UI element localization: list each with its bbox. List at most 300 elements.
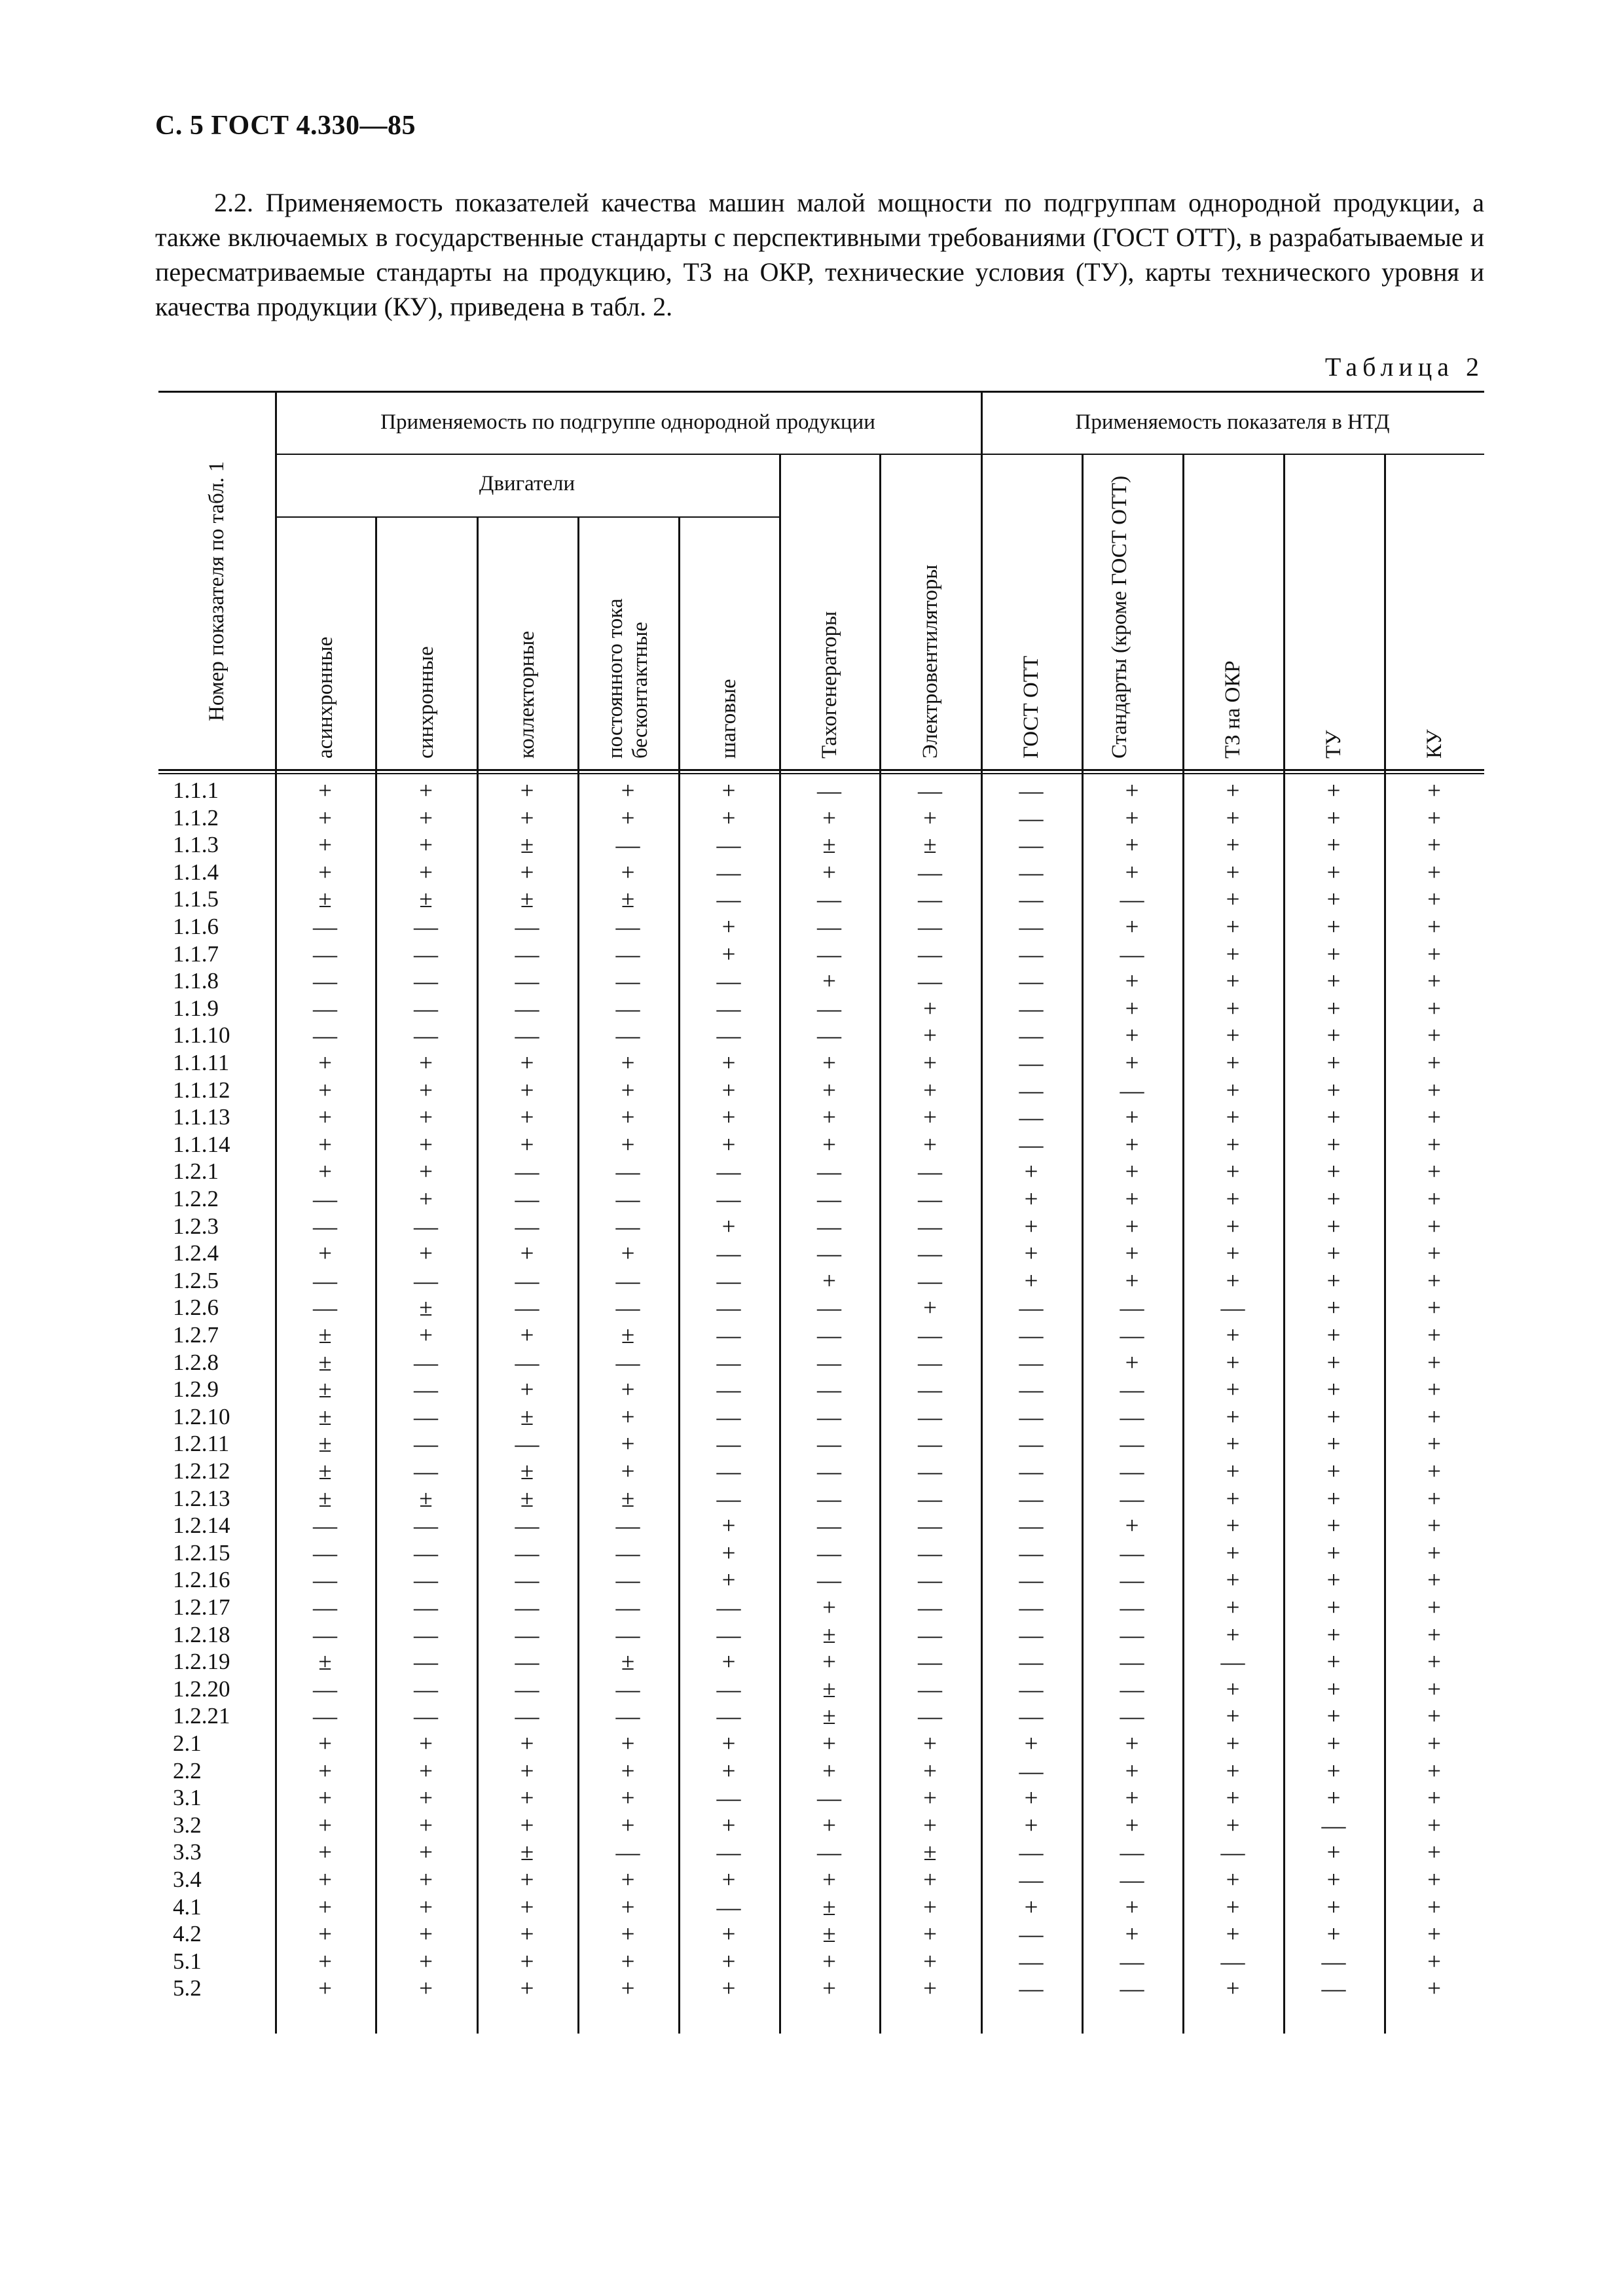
table-cell: + bbox=[1226, 1131, 1240, 1158]
table-cell: + bbox=[822, 968, 836, 996]
table-cell: + bbox=[621, 1867, 635, 1893]
table-cell: — bbox=[716, 1376, 741, 1404]
table-cell: — bbox=[313, 1621, 337, 1649]
table-cell: + bbox=[1125, 1812, 1139, 1839]
table-cell: + bbox=[1125, 1050, 1139, 1077]
table-cell: — bbox=[1120, 1458, 1144, 1485]
row-number: 3.4 bbox=[173, 1867, 202, 1892]
table-cell: — bbox=[1120, 886, 1144, 914]
table-cell: — bbox=[615, 995, 640, 1022]
table-cell: + bbox=[1125, 1213, 1139, 1240]
table-cell: + bbox=[520, 1757, 534, 1785]
table-cell: — bbox=[1019, 1050, 1044, 1077]
table-cell: + bbox=[1427, 1158, 1441, 1186]
table-cell: — bbox=[414, 1567, 438, 1594]
table-cell: + bbox=[419, 1240, 433, 1268]
table-cell: + bbox=[1125, 1131, 1139, 1158]
table-cell: + bbox=[1024, 1267, 1038, 1295]
table-cell: + bbox=[1326, 1131, 1341, 1158]
table-cell: + bbox=[1125, 1240, 1139, 1268]
table-cell: — bbox=[817, 914, 841, 941]
row-number: 1.2.8 bbox=[173, 1349, 219, 1375]
table-cell: — bbox=[1120, 1077, 1144, 1104]
table-cell: — bbox=[414, 995, 438, 1022]
table-cell: + bbox=[621, 1731, 635, 1757]
col-line bbox=[275, 391, 277, 2034]
table-cell: + bbox=[1226, 1975, 1240, 2003]
table-cell: ± bbox=[419, 1485, 433, 1513]
table-cell: + bbox=[419, 1104, 433, 1132]
table-cell: ± bbox=[318, 886, 332, 914]
table-cell: + bbox=[1326, 886, 1341, 914]
table-cell: + bbox=[822, 1731, 836, 1757]
col-line bbox=[981, 391, 983, 2034]
table-cell: + bbox=[318, 1867, 332, 1893]
table-cell: + bbox=[1024, 1158, 1038, 1186]
table-cell: — bbox=[918, 1403, 942, 1431]
col-line bbox=[879, 454, 881, 2034]
row-number: 1.2.5 bbox=[173, 1267, 219, 1293]
table-cell: — bbox=[1220, 1839, 1245, 1867]
table-cell: + bbox=[721, 1731, 736, 1757]
table-cell: — bbox=[1019, 859, 1044, 886]
table-cell: + bbox=[1326, 1567, 1341, 1594]
table-cell: + bbox=[1326, 1703, 1341, 1731]
table-cell: + bbox=[822, 859, 836, 886]
table-cell: + bbox=[621, 1975, 635, 2003]
table-cell: + bbox=[520, 1921, 534, 1948]
table-cell: + bbox=[1427, 1077, 1441, 1104]
table-cell: + bbox=[520, 1785, 534, 1812]
col-line bbox=[1384, 454, 1386, 2034]
table-cell: — bbox=[1019, 1676, 1044, 1703]
table-cell: + bbox=[1427, 886, 1441, 914]
table-cell: — bbox=[615, 1186, 640, 1213]
table-cell: — bbox=[817, 995, 841, 1022]
row-number: 1.2.18 bbox=[173, 1621, 230, 1647]
table-cell: — bbox=[615, 1022, 640, 1050]
table-cell: + bbox=[1024, 1240, 1038, 1268]
table-cell: — bbox=[615, 1567, 640, 1594]
table-cell: + bbox=[822, 804, 836, 832]
table-cell: + bbox=[1326, 1485, 1341, 1513]
table-cell: + bbox=[1226, 804, 1240, 832]
row-number: 1.2.12 bbox=[173, 1458, 230, 1484]
table-cell: — bbox=[1019, 1295, 1044, 1322]
table-cell: + bbox=[1226, 1104, 1240, 1132]
table-cell: + bbox=[822, 1812, 836, 1839]
table-cell: + bbox=[1427, 859, 1441, 886]
table-cell: + bbox=[1427, 995, 1441, 1022]
table-cell: + bbox=[1326, 1403, 1341, 1431]
table-cell: + bbox=[1427, 1513, 1441, 1540]
table-cell: + bbox=[1326, 1649, 1341, 1676]
table-cell: ± bbox=[520, 1839, 534, 1867]
row-number: 5.2 bbox=[173, 1975, 202, 2001]
table-cell: ± bbox=[621, 1649, 635, 1676]
table-cell: — bbox=[313, 995, 337, 1022]
table-cell: + bbox=[1125, 1513, 1139, 1540]
table-cell: + bbox=[419, 1867, 433, 1893]
table-cell: + bbox=[1326, 1376, 1341, 1404]
row-number-header: Номер показателя по табл. 1 bbox=[205, 461, 228, 721]
table-cell: + bbox=[1427, 1594, 1441, 1621]
table-cell: — bbox=[918, 1513, 942, 1540]
table-cell: — bbox=[414, 1213, 438, 1240]
table-cell: — bbox=[414, 1703, 438, 1731]
table-cell: ± bbox=[318, 1458, 332, 1485]
table-cell: + bbox=[1024, 1213, 1038, 1240]
table-cell: — bbox=[817, 1485, 841, 1513]
motors-divider-line bbox=[275, 516, 779, 518]
row-number: 1.2.20 bbox=[173, 1676, 230, 1702]
table-cell: — bbox=[716, 1267, 741, 1295]
row-number: 1.1.12 bbox=[173, 1077, 230, 1103]
table-cell: + bbox=[621, 1948, 635, 1975]
col-line bbox=[779, 454, 781, 2034]
table-cell: — bbox=[313, 1703, 337, 1731]
table-cell: — bbox=[918, 941, 942, 968]
table-cell: + bbox=[621, 1376, 635, 1404]
table-cell: + bbox=[621, 1921, 635, 1948]
table-cell: + bbox=[1125, 859, 1139, 886]
table-cell: + bbox=[621, 1050, 635, 1077]
table-cell: — bbox=[1120, 941, 1144, 968]
table-cell: — bbox=[1019, 1431, 1044, 1458]
table-cell: + bbox=[1427, 1731, 1441, 1757]
row-number: 4.2 bbox=[173, 1921, 202, 1947]
intro-paragraph bbox=[155, 185, 1484, 324]
table-cell: + bbox=[1427, 968, 1441, 996]
table-cell: + bbox=[1226, 1022, 1240, 1050]
table-cell: ± bbox=[822, 832, 836, 859]
table-cell: ± bbox=[520, 1403, 534, 1431]
column-header: Стандарты (кроме ГОСТ ОТТ) bbox=[1108, 475, 1131, 759]
table-cell: + bbox=[1226, 1621, 1240, 1649]
table-cell: + bbox=[318, 1948, 332, 1975]
col-line bbox=[477, 516, 479, 2034]
table-cell: + bbox=[1427, 1376, 1441, 1404]
table-cell: ± bbox=[318, 1485, 332, 1513]
table-cell: — bbox=[515, 1703, 539, 1731]
table-cell: + bbox=[1326, 1594, 1341, 1621]
column-header: шаговые bbox=[717, 679, 740, 759]
table-cell: + bbox=[520, 1322, 534, 1349]
table-cell: + bbox=[419, 832, 433, 859]
table-cell: ± bbox=[520, 1458, 534, 1485]
table-cell: + bbox=[721, 1567, 736, 1594]
column-header: постоянного тока бесконтактные bbox=[604, 598, 652, 759]
table-cell: + bbox=[923, 1921, 937, 1948]
table-cell: — bbox=[918, 1621, 942, 1649]
table-cell: — bbox=[1120, 1676, 1144, 1703]
table-cell: + bbox=[923, 1731, 937, 1757]
table-cell: + bbox=[1427, 1921, 1441, 1948]
table-cell: — bbox=[515, 968, 539, 996]
table-cell: + bbox=[1427, 1757, 1441, 1785]
table-cell: + bbox=[520, 1077, 534, 1104]
table-cell: + bbox=[923, 1104, 937, 1132]
table-cell: — bbox=[817, 1158, 841, 1186]
table-cell: — bbox=[1019, 1539, 1044, 1567]
table-cell: + bbox=[1326, 1621, 1341, 1649]
table-cell: + bbox=[419, 1812, 433, 1839]
row-number: 1.1.2 bbox=[173, 804, 219, 831]
table-cell: + bbox=[419, 1131, 433, 1158]
table-cell: ± bbox=[822, 1703, 836, 1731]
table-cell: + bbox=[923, 1975, 937, 2003]
table-cell: — bbox=[817, 1539, 841, 1567]
table-cell: + bbox=[1125, 1757, 1139, 1785]
table-cell: + bbox=[1427, 1403, 1441, 1431]
row-number: 1.2.3 bbox=[173, 1213, 219, 1239]
table-cell: + bbox=[721, 941, 736, 968]
row-number: 1.2.15 bbox=[173, 1539, 230, 1566]
table-cell: + bbox=[1326, 1240, 1341, 1268]
table-cell: — bbox=[414, 1022, 438, 1050]
table-cell: + bbox=[621, 1757, 635, 1785]
table-cell: + bbox=[520, 1948, 534, 1975]
table-cell: — bbox=[1019, 1703, 1044, 1731]
table-cell: — bbox=[1321, 1812, 1346, 1839]
table-cell: — bbox=[716, 832, 741, 859]
table-cell: — bbox=[1019, 1567, 1044, 1594]
table-cell: — bbox=[414, 1376, 438, 1404]
table-cell: — bbox=[615, 1676, 640, 1703]
table-cell: — bbox=[817, 1022, 841, 1050]
row-number: 2.2 bbox=[173, 1757, 202, 1784]
table-cell: + bbox=[1427, 1785, 1441, 1812]
table-cell: + bbox=[1326, 1676, 1341, 1703]
table-cell: — bbox=[615, 1539, 640, 1567]
table-cell: — bbox=[918, 1458, 942, 1485]
table-cell: + bbox=[1226, 778, 1240, 804]
table-cell: + bbox=[721, 1948, 736, 1975]
table-cell: — bbox=[1019, 886, 1044, 914]
table-cell: + bbox=[1125, 995, 1139, 1022]
table-cell: — bbox=[313, 1567, 337, 1594]
row-number: 1.2.19 bbox=[173, 1649, 230, 1675]
table-cell: — bbox=[716, 1431, 741, 1458]
table-cell: + bbox=[419, 1731, 433, 1757]
table-cell: + bbox=[318, 1975, 332, 2003]
table-cell: — bbox=[918, 1240, 942, 1268]
row-number: 1.1.6 bbox=[173, 914, 219, 939]
table-cell: + bbox=[1326, 1267, 1341, 1295]
table-cell: + bbox=[1427, 1839, 1441, 1867]
table-cell: — bbox=[615, 1349, 640, 1376]
table-cell: — bbox=[313, 1539, 337, 1567]
table-cell: + bbox=[318, 778, 332, 804]
table-cell: + bbox=[1226, 1077, 1240, 1104]
table-cell: + bbox=[923, 1022, 937, 1050]
table-cell: — bbox=[615, 941, 640, 968]
table-cell: + bbox=[721, 1131, 736, 1158]
table-cell: + bbox=[1326, 1349, 1341, 1376]
table-cell: — bbox=[414, 1676, 438, 1703]
table-cell: — bbox=[1120, 1839, 1144, 1867]
table-cell: + bbox=[1326, 1513, 1341, 1540]
table-cell: ± bbox=[318, 1403, 332, 1431]
table-cell: — bbox=[313, 914, 337, 941]
table-cell: ± bbox=[621, 1322, 635, 1349]
paragraph-text: Применяемость показателей качества машин малой мощности по подгруппам однородной продукции, а также включаемых в государственные стандарты с перспективными требованиями (ГОСТ ОТТ), в разрабатываемые и пересматриваемые стандарты на продукцию, ТЗ на ОКР, технические условия (ТУ), карты технического уровня и качества продукции (КУ), приведена в табл. 2. bbox=[155, 188, 1485, 321]
table-cell: — bbox=[918, 1267, 942, 1295]
table-cell: + bbox=[1427, 1812, 1441, 1839]
table-cell: + bbox=[318, 1077, 332, 1104]
table-cell: + bbox=[822, 1077, 836, 1104]
table-cell: + bbox=[721, 1867, 736, 1893]
col-line bbox=[577, 516, 579, 2034]
table-cell: — bbox=[716, 1403, 741, 1431]
table-cell: + bbox=[822, 1267, 836, 1295]
table-cell: + bbox=[1226, 1567, 1240, 1594]
row-number: 1.1.8 bbox=[173, 968, 219, 994]
table-cell: + bbox=[419, 1050, 433, 1077]
table-cell: ± bbox=[318, 1376, 332, 1404]
table-cell: — bbox=[515, 1022, 539, 1050]
table-cell: — bbox=[615, 1213, 640, 1240]
table-cell: — bbox=[817, 1376, 841, 1404]
table-cell: + bbox=[1427, 1567, 1441, 1594]
table-cell: + bbox=[1427, 1240, 1441, 1268]
applicability-table bbox=[158, 391, 1484, 2034]
table-cell: — bbox=[1019, 1921, 1044, 1948]
row-number: 1.1.1 bbox=[173, 778, 219, 803]
table-cell: + bbox=[1326, 1186, 1341, 1213]
table-cell: + bbox=[621, 1431, 635, 1458]
col-line bbox=[1283, 454, 1285, 2034]
table-cell: + bbox=[1125, 1267, 1139, 1295]
table-cell: — bbox=[313, 1186, 337, 1213]
table-cell: + bbox=[1326, 1731, 1341, 1757]
table-cell: ± bbox=[621, 886, 635, 914]
table-cell: + bbox=[1226, 1513, 1240, 1540]
table-cell: — bbox=[1120, 1431, 1144, 1458]
table-cell: ± bbox=[318, 1649, 332, 1676]
table-cell: + bbox=[1427, 1267, 1441, 1295]
table-cell: + bbox=[520, 1104, 534, 1132]
table-cell: — bbox=[313, 1295, 337, 1322]
table-cell: + bbox=[621, 778, 635, 804]
table-cell: + bbox=[1226, 1431, 1240, 1458]
table-cell: — bbox=[313, 1267, 337, 1295]
row-number: 1.2.7 bbox=[173, 1322, 219, 1348]
table-cell: + bbox=[1125, 1785, 1139, 1812]
table-cell: — bbox=[1120, 1649, 1144, 1676]
table-cell: — bbox=[918, 1349, 942, 1376]
table-cell: + bbox=[1226, 1186, 1240, 1213]
table-cell: — bbox=[716, 1893, 741, 1921]
table-cell: + bbox=[1125, 968, 1139, 996]
table-cell: — bbox=[414, 1649, 438, 1676]
table-cell: + bbox=[318, 1893, 332, 1921]
table-cell: + bbox=[1226, 1703, 1240, 1731]
table-cell: — bbox=[817, 778, 841, 804]
row-number: 1.2.10 bbox=[173, 1403, 230, 1429]
table-cell: — bbox=[414, 1349, 438, 1376]
table-cell: ± bbox=[318, 1349, 332, 1376]
table-cell: + bbox=[520, 1975, 534, 2003]
table-cell: + bbox=[419, 1893, 433, 1921]
table-cell: + bbox=[520, 1893, 534, 1921]
table-cell: — bbox=[918, 1186, 942, 1213]
row-number: 1.2.11 bbox=[173, 1431, 230, 1457]
table-cell: — bbox=[1019, 1839, 1044, 1867]
table-cell: + bbox=[1226, 1594, 1240, 1621]
table-cell: + bbox=[1326, 1839, 1341, 1867]
table-cell: + bbox=[621, 1403, 635, 1431]
table-cell: + bbox=[1427, 1104, 1441, 1132]
table-cell: — bbox=[716, 886, 741, 914]
table-cell: — bbox=[1120, 1948, 1144, 1975]
table-cell: + bbox=[923, 1812, 937, 1839]
table-cell: — bbox=[1120, 1567, 1144, 1594]
table-cell: — bbox=[313, 941, 337, 968]
table-cell: — bbox=[515, 1267, 539, 1295]
table-cell: + bbox=[318, 859, 332, 886]
table-cell: + bbox=[1226, 1322, 1240, 1349]
table-cell: + bbox=[1427, 1050, 1441, 1077]
table-cell: + bbox=[1326, 1757, 1341, 1785]
table-cell: + bbox=[721, 1757, 736, 1785]
row-number: 1.1.9 bbox=[173, 995, 219, 1021]
table-cell: — bbox=[1019, 1975, 1044, 2003]
table-cell: — bbox=[313, 1594, 337, 1621]
table-cell: + bbox=[1326, 914, 1341, 941]
table-cell: + bbox=[1326, 941, 1341, 968]
table-cell: — bbox=[817, 1322, 841, 1349]
table-cell: + bbox=[1326, 832, 1341, 859]
table-cell: — bbox=[918, 1213, 942, 1240]
table-cell: — bbox=[414, 1431, 438, 1458]
table-cell: — bbox=[817, 1458, 841, 1485]
table-cell: — bbox=[918, 1567, 942, 1594]
table-cell: — bbox=[515, 1213, 539, 1240]
row-number: 1.1.11 bbox=[173, 1050, 230, 1075]
table-cell: — bbox=[515, 1186, 539, 1213]
table-cell: + bbox=[1226, 1785, 1240, 1812]
row-number: 1.1.3 bbox=[173, 832, 219, 858]
table-cell: — bbox=[817, 1513, 841, 1540]
table-cell: — bbox=[918, 1676, 942, 1703]
table-cell: + bbox=[1427, 804, 1441, 832]
table-cell: + bbox=[923, 1893, 937, 1921]
table-cell: + bbox=[923, 1131, 937, 1158]
row-number: 1.1.5 bbox=[173, 886, 219, 912]
table-cell: + bbox=[318, 1050, 332, 1077]
table-cell: — bbox=[615, 1295, 640, 1322]
table-cell: + bbox=[1024, 1893, 1038, 1921]
table-cell: — bbox=[1019, 1867, 1044, 1893]
table-cell: — bbox=[1019, 1948, 1044, 1975]
table-cell: + bbox=[1326, 1295, 1341, 1322]
table-cell: + bbox=[822, 1594, 836, 1621]
table-cell: + bbox=[1125, 832, 1139, 859]
table-cell: — bbox=[716, 1621, 741, 1649]
paragraph-number: 2.2. bbox=[214, 188, 253, 217]
table-cell: — bbox=[1321, 1948, 1346, 1975]
table-cell: — bbox=[1120, 1376, 1144, 1404]
table-cell: + bbox=[419, 1186, 433, 1213]
table-cell: — bbox=[716, 1349, 741, 1376]
table-cell: + bbox=[923, 1867, 937, 1893]
table-cell: — bbox=[716, 1186, 741, 1213]
column-header: ГОСТ ОТТ bbox=[1019, 655, 1043, 759]
table-cell: — bbox=[1120, 1867, 1144, 1893]
table-cell: + bbox=[621, 1104, 635, 1132]
table-cell: + bbox=[1226, 941, 1240, 968]
